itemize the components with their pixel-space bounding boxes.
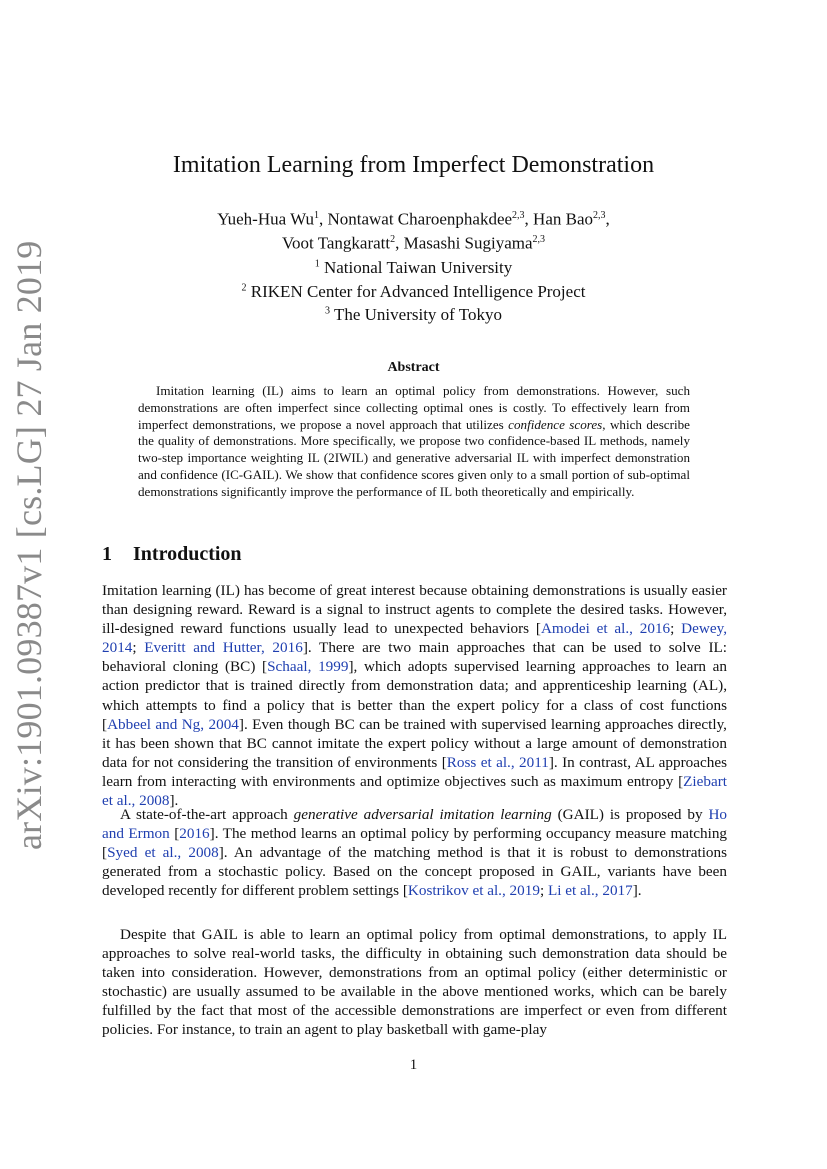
affiliation-number: 2	[241, 282, 247, 294]
affiliation	[0, 258, 827, 278]
affiliation-name: RIKEN Center for Advanced Intelligence Project	[250, 282, 586, 301]
section-heading	[102, 543, 242, 566]
text-span: ;	[132, 639, 145, 657]
text-span: ].	[632, 882, 642, 900]
affiliation-name: The University of Tokyo	[333, 305, 502, 324]
author-name: , Han Bao	[524, 209, 594, 229]
author-affil-mark: 2,3	[532, 233, 546, 245]
paragraph	[102, 925, 727, 1040]
author-name: Voot Tangkaratt	[281, 233, 391, 253]
abstract-text	[138, 383, 690, 501]
affiliation-name: National Taiwan University	[323, 258, 513, 277]
citation-link[interactable]: Syed et al., 2008	[107, 844, 219, 862]
affiliation-number: 1	[314, 258, 320, 270]
paragraph	[102, 581, 727, 810]
citation-link[interactable]: 2016	[179, 825, 210, 843]
text-span: ]. In contrast, AL approaches learn from interacting with environments and optimize objectives such as maximum entropy [	[102, 753, 727, 790]
citation-link[interactable]: Ziebart et al., 2008	[102, 772, 727, 810]
citation-link[interactable]: Everitt and Hutter, 2016	[144, 639, 303, 657]
author-affil-mark: 2,3	[512, 210, 525, 221]
citation-link[interactable]: Kostrikov et al., 2019	[407, 882, 540, 900]
arxiv-identifier: arXiv:1901.09387v1 [cs.LG] 27 Jan 2019	[9, 240, 49, 850]
abstract-span: , which describe the quality of demonstrations. More specifically, we propose two confidence-based IL methods, namely two-step importance weighting IL (2IWIL) and generative adversarial IL with imperfect demonstration and confidence (IC-GAIL). We show that confidence scores given only to a small portion of sub-optimal demonstrations significantly improve the performance of IL both theoretically and empirically.	[138, 416, 690, 499]
author-affil-mark: 1	[313, 210, 319, 221]
emphasis-text: generative adversarial imitation learning	[293, 806, 552, 823]
text-span: ]. An advantage of the matching method is that it is robust to demonstrations generated from a stochastic policy. Based on the concept proposed in GAIL, variants have been developed recently for different problem settings [	[102, 844, 728, 900]
text-span: Imitation learning (IL) has become of great interest because obtaining demonstrations is usually easier than designing reward. Reward is a signal to instruct agents to complete the desired tasks. However, ill-designed reward functions usually lead to unexpected behaviors [	[102, 582, 727, 638]
section-number: 1	[102, 543, 112, 565]
text-span: ].	[169, 792, 179, 810]
author-name: Yueh-Hua Wu	[217, 209, 314, 229]
affiliation	[0, 282, 827, 302]
paragraph	[102, 805, 727, 900]
text-span: ]. The method learns an optimal policy by performing occupancy measure matching [	[102, 825, 728, 862]
author-name: , Masashi Sugiyama	[395, 233, 533, 253]
page-number: 1	[409, 1057, 418, 1073]
text-span: A state-of-the-art approach	[120, 806, 294, 823]
text-span: ]. There are two main approaches that can be used to solve IL: behavioral cloning (BC) [	[102, 639, 727, 676]
citation-link[interactable]: Amodei et al., 2016	[540, 620, 671, 638]
author-affil-mark: 2,3	[593, 210, 606, 221]
text-span: (GAIL) is proposed by	[551, 806, 709, 823]
citation-link[interactable]: Schaal, 1999	[267, 658, 349, 676]
abstract-heading: Abstract	[387, 360, 440, 375]
paper-title: Imitation Learning from Imperfect Demonstration	[172, 152, 655, 178]
text-span: ;	[670, 620, 682, 638]
text-span: ]. Even though BC can be trained with supervised learning approaches directly, it has been shown that BC cannot imitate the expert policy without a large amount of demonstration data for not considering the transition of environments [	[102, 715, 727, 771]
author-affil-mark: 2	[390, 233, 396, 245]
affiliation-number: 3	[325, 305, 331, 317]
text-span: Despite that GAIL is able to learn an optimal policy from optimal demonstrations, to apply IL approaches to solve real-world tasks, the difficulty in obtaining such demonstration data should be taken into consideration. However, demonstrations from an optimal policy (either deterministic or stochastic) are usually assumed to be available in the above mentioned works, which can be barely fulfilled by the fact that most of the accessible demonstrations are imperfect or even from different policies. For instance, to train an agent to play basketball with game-play	[102, 926, 727, 1039]
citation-link[interactable]: Ho and Ermon	[102, 806, 728, 843]
affiliation	[0, 305, 827, 325]
author-list	[0, 206, 827, 253]
citation-link[interactable]: Li et al., 2017	[547, 882, 633, 900]
text-span: ;	[539, 882, 548, 900]
citation-link[interactable]: Dewey, 2014	[102, 620, 727, 657]
abstract-span: Imitation learning (IL) aims to learn an optimal policy from demonstrations. However, such demonstrations are often imperfect since collecting optimal ones is costly. To effectively learn from imperfect demonstrations, we propose a novel approach that utilizes	[138, 383, 690, 432]
citation-link[interactable]: Abbeel and Ng, 2004	[107, 715, 239, 733]
citation-link[interactable]: Ross et al., 2011	[446, 753, 549, 771]
text-span: ], which adopts supervised learning approaches to learn an action predictor that is trained directly from demonstration data; and apprenticeship learning (AL), which attempts to find a policy that is better than the expert policy for a class of cost functions [	[102, 658, 727, 733]
section-title: Introduction	[133, 543, 242, 565]
author-name: , Nontawat Charoenphakdee	[318, 209, 513, 229]
text-span: [	[169, 825, 180, 843]
abstract-emphasis: confidence scores	[508, 416, 603, 432]
author-separator: ,	[605, 209, 610, 229]
